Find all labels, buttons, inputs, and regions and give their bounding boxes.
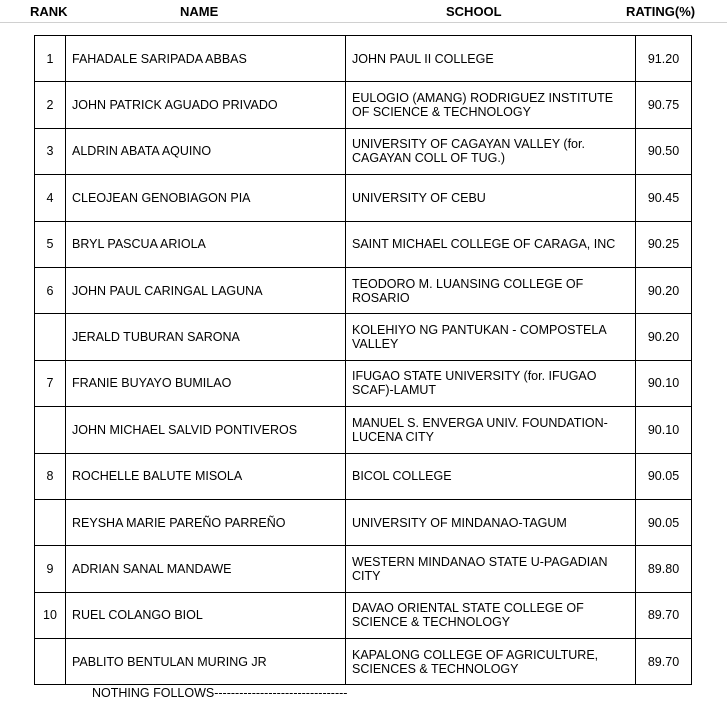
rank-cell: 3 (35, 128, 66, 174)
name-cell: ADRIAN SANAL MANDAWE (66, 546, 346, 592)
table-row (35, 128, 692, 174)
rank-cell: 4 (35, 175, 66, 221)
name-cell: ROCHELLE BALUTE MISOLA (66, 453, 346, 499)
school-cell: IFUGAO STATE UNIVERSITY (for. IFUGAO SCAF)-LAMUT (346, 360, 636, 406)
school-cell: TEODORO M. LUANSING COLLEGE OF ROSARIO (346, 267, 636, 313)
school-cell: KOLEHIYO NG PANTUKAN - COMPOSTELA VALLEY (346, 314, 636, 360)
table-row (35, 407, 692, 453)
rank-cell: 2 (35, 82, 66, 128)
table-row (35, 82, 692, 128)
rank-cell: 7 (35, 360, 66, 406)
table-row (35, 639, 692, 685)
name-cell: JERALD TUBURAN SARONA (66, 314, 346, 360)
rating-cell: 90.05 (636, 453, 692, 499)
rank-cell: 9 (35, 546, 66, 592)
name-cell: BRYL PASCUA ARIOLA (66, 221, 346, 267)
name-cell: JOHN MICHAEL SALVID PONTIVEROS (66, 407, 346, 453)
rank-cell: 1 (35, 36, 66, 82)
table-row (35, 36, 692, 82)
name-cell: REYSHA MARIE PAREÑO PARREÑO (66, 499, 346, 545)
rank-cell (35, 499, 66, 545)
school-cell: MANUEL S. ENVERGA UNIV. FOUNDATION-LUCENA CITY (346, 407, 636, 453)
table-row (35, 221, 692, 267)
table-row (35, 267, 692, 313)
rating-cell: 89.70 (636, 592, 692, 638)
school-cell: UNIVERSITY OF CEBU (346, 175, 636, 221)
rating-cell: 90.20 (636, 267, 692, 313)
school-cell: EULOGIO (AMANG) RODRIGUEZ INSTITUTE OF SCIENCE & TECHNOLOGY (346, 82, 636, 128)
name-cell: JOHN PATRICK AGUADO PRIVADO (66, 82, 346, 128)
rating-cell: 90.10 (636, 360, 692, 406)
rating-cell: 90.45 (636, 175, 692, 221)
name-cell: ALDRIN ABATA AQUINO (66, 128, 346, 174)
header-name: NAME (180, 4, 219, 19)
rank-cell: 10 (35, 592, 66, 638)
rating-cell: 90.05 (636, 499, 692, 545)
nothing-follows-note: NOTHING FOLLOWS-------------------------------- (92, 686, 348, 700)
header-rank: RANK (30, 4, 68, 19)
name-cell: RUEL COLANGO BIOL (66, 592, 346, 638)
rating-cell: 90.25 (636, 221, 692, 267)
rating-cell: 90.20 (636, 314, 692, 360)
name-cell: FRANIE BUYAYO BUMILAO (66, 360, 346, 406)
results-table-body (35, 36, 692, 685)
table-row (35, 592, 692, 638)
name-cell: JOHN PAUL CARINGAL LAGUNA (66, 267, 346, 313)
rating-cell: 89.70 (636, 639, 692, 685)
rank-cell: 6 (35, 267, 66, 313)
table-row (35, 499, 692, 545)
table-row (35, 175, 692, 221)
name-cell: PABLITO BENTULAN MURING JR (66, 639, 346, 685)
results-table (34, 35, 692, 685)
school-cell: JOHN PAUL II COLLEGE (346, 36, 636, 82)
rating-cell: 89.80 (636, 546, 692, 592)
table-row (35, 360, 692, 406)
school-cell: SAINT MICHAEL COLLEGE OF CARAGA, INC (346, 221, 636, 267)
school-cell: DAVAO ORIENTAL STATE COLLEGE OF SCIENCE & TECHNOLOGY (346, 592, 636, 638)
rating-cell: 90.10 (636, 407, 692, 453)
school-cell: UNIVERSITY OF CAGAYAN VALLEY (for. CAGAYAN COLL OF TUG.) (346, 128, 636, 174)
header-rating: RATING(%) (626, 4, 696, 19)
rank-cell (35, 639, 66, 685)
name-cell: CLEOJEAN GENOBIAGON PIA (66, 175, 346, 221)
name-cell: FAHADALE SARIPADA ABBAS (66, 36, 346, 82)
table-row (35, 314, 692, 360)
column-header-bar (0, 0, 727, 23)
school-cell: UNIVERSITY OF MINDANAO-TAGUM (346, 499, 636, 545)
rank-cell: 5 (35, 221, 66, 267)
rating-cell: 91.20 (636, 36, 692, 82)
table-row (35, 546, 692, 592)
rank-cell (35, 407, 66, 453)
school-cell: WESTERN MINDANAO STATE U-PAGADIAN CITY (346, 546, 636, 592)
rating-cell: 90.50 (636, 128, 692, 174)
table-row (35, 453, 692, 499)
rank-cell (35, 314, 66, 360)
school-cell: BICOL COLLEGE (346, 453, 636, 499)
header-school: SCHOOL (446, 4, 502, 19)
school-cell: KAPALONG COLLEGE OF AGRICULTURE, SCIENCES & TECHNOLOGY (346, 639, 636, 685)
rank-cell: 8 (35, 453, 66, 499)
rating-cell: 90.75 (636, 82, 692, 128)
